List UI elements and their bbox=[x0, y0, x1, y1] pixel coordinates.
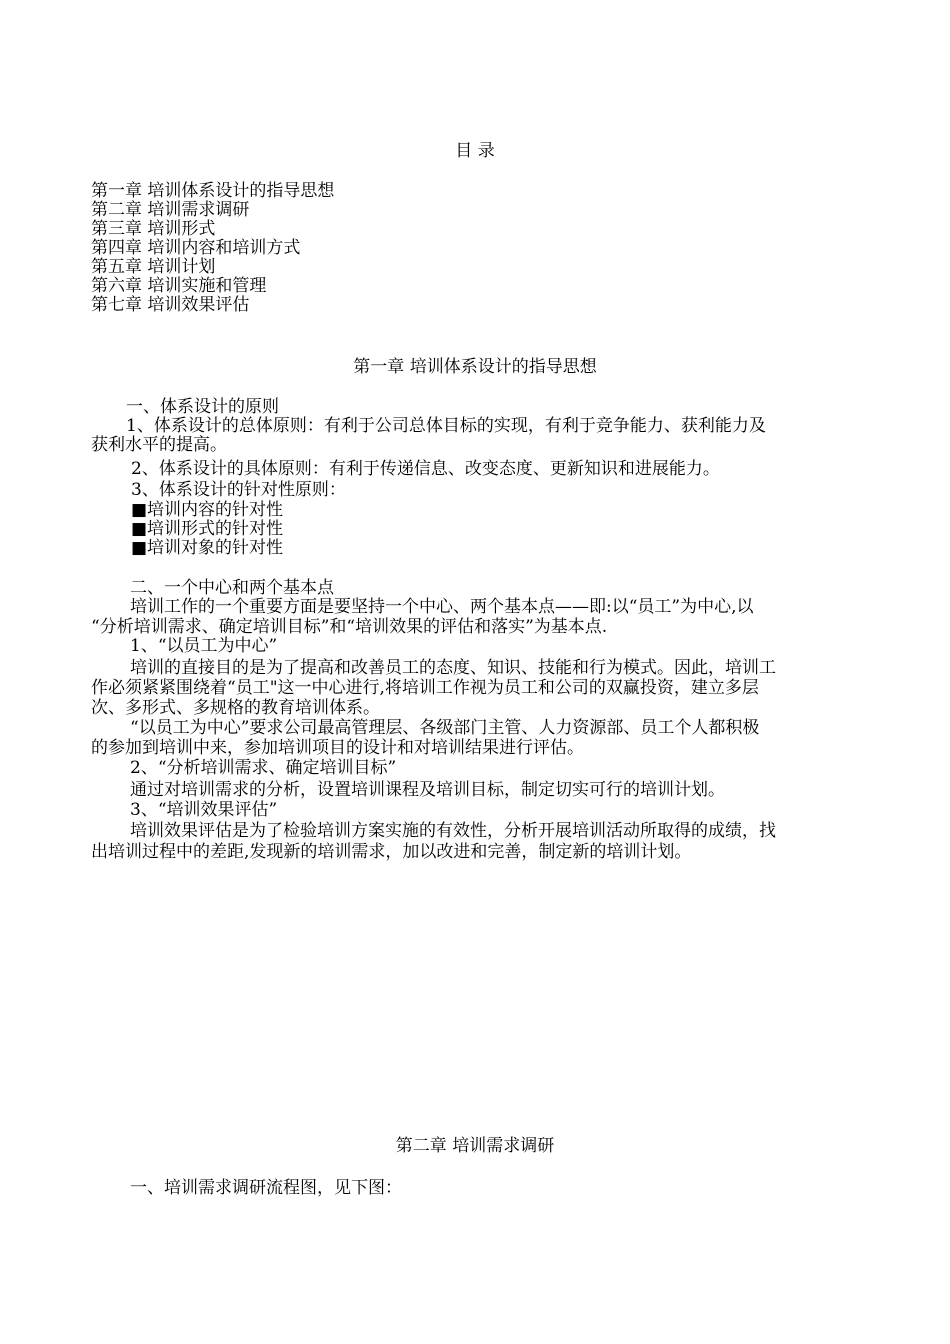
chapter2-title: 第二章 培训需求调研 bbox=[395, 1136, 555, 1156]
toc-item-5: 第五章 培训计划 bbox=[91, 257, 216, 277]
chapter1-title: 第一章 培训体系设计的指导思想 bbox=[353, 357, 597, 377]
ch1-s2-sub1-p1-line1: 培训的直接目的是为了提高和改善员工的态度、知识、技能和行为模式。因此，培训工 bbox=[130, 658, 776, 678]
toc-item-3: 第三章 培训形式 bbox=[91, 219, 216, 239]
ch1-s2-sub2-heading: 2、“分析培训需求、确定培训目标” bbox=[130, 758, 397, 778]
ch1-s2-sub2-p: 通过对培训需求的分析，设置培训课程及培训目标，制定切实可行的培训计划。 bbox=[130, 780, 725, 800]
toc-item-2: 第二章 培训需求调研 bbox=[91, 200, 250, 220]
ch1-s1-bullet-2: ■培训形式的针对性 bbox=[131, 519, 284, 539]
ch1-s2-sub1-p2-line2: 的参加到培训中来，参加培训项目的设计和对培训结果进行评估。 bbox=[91, 738, 584, 758]
ch1-s1-p1-line2: 获利水平的提高。 bbox=[91, 435, 227, 455]
ch1-s1-bullet-3: ■培训对象的针对性 bbox=[131, 538, 284, 558]
ch1-s2-sub1-p2-line1: “以员工为中心”要求公司最高管理层、各级部门主管、人力资源部、员工个人都积极 bbox=[130, 718, 760, 738]
toc-item-4: 第四章 培训内容和培训方式 bbox=[91, 238, 301, 258]
ch1-s2-sub1-p1-line2: 作必须紧紧围绕着“员工"这一中心进行,将培训工作视为员工和公司的双赢投资，建立多层 bbox=[91, 678, 759, 698]
toc-item-1: 第一章 培训体系设计的指导思想 bbox=[91, 181, 335, 201]
ch1-s2-sub1-heading: 1、“以员工为中心” bbox=[130, 636, 278, 656]
ch1-s2-sub3-p-line2: 出培训过程中的差距,发现新的培训需求，加以改进和完善，制定新的培训计划。 bbox=[91, 842, 692, 862]
ch1-s2-sub3-heading: 3、“培训效果评估” bbox=[130, 800, 278, 820]
ch1-s1-p1-line1: 1、体系设计的总体原则：有利于公司总体目标的实现，有利于竞争能力、获利能力及 bbox=[126, 416, 766, 436]
ch1-s2-heading: 二、一个中心和两个基本点 bbox=[130, 578, 334, 598]
toc-title: 目 录 bbox=[455, 141, 495, 161]
toc-item-6: 第六章 培训实施和管理 bbox=[91, 276, 267, 296]
ch1-s2-sub3-p-line1: 培训效果评估是为了检验培训方案实施的有效性，分析开展培训活动所取得的成绩，找 bbox=[130, 821, 776, 841]
ch1-s1-p2: 2、体系设计的具体原则：有利于传递信息、改变态度、更新知识和进展能力。 bbox=[131, 459, 720, 479]
ch1-s2-intro-line1: 培训工作的一个重要方面是要坚持一个中心、两个基本点——即:以“员工”为中心,以 bbox=[130, 597, 754, 617]
ch1-s2-intro-line2: “分析培训需求、确定培训目标”和“培训效果的评估和落实”为基本点. bbox=[91, 617, 608, 637]
toc-item-7: 第七章 培训效果评估 bbox=[91, 295, 250, 315]
ch1-s2-sub1-p1-line3: 次、多形式、多规格的教育培训体系。 bbox=[91, 698, 380, 718]
ch1-s1-heading: 一、体系设计的原则 bbox=[126, 397, 279, 417]
ch2-s1-heading: 一、培训需求调研流程图，见下图： bbox=[130, 1178, 402, 1198]
ch1-s1-p3: 3、体系设计的针对性原则： bbox=[131, 480, 346, 500]
ch1-s1-bullet-1: ■培训内容的针对性 bbox=[131, 500, 284, 520]
